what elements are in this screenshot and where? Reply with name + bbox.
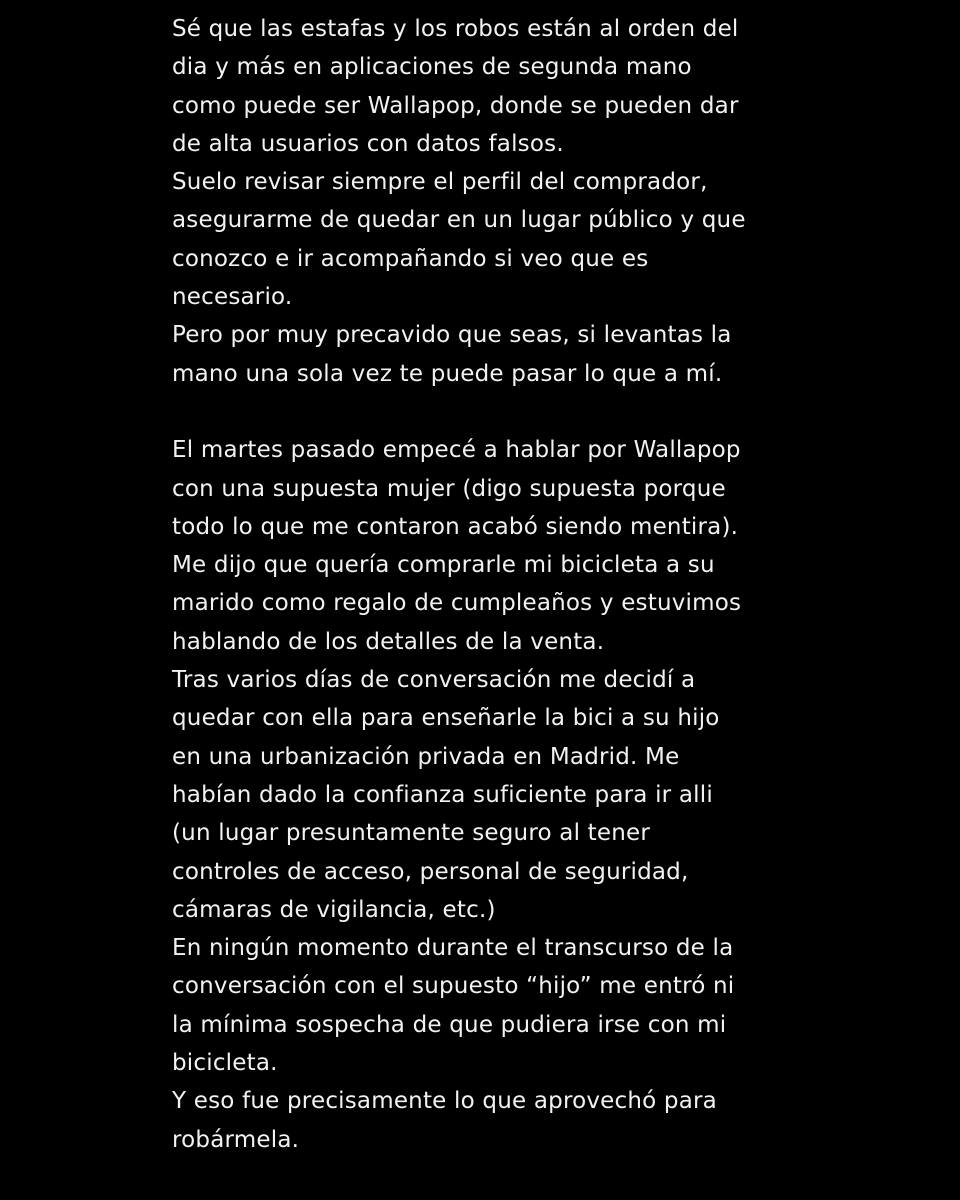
text-line: Pero por muy precavido que seas, si levantas la: [172, 322, 732, 349]
text-line: Sé que las estafas y los robos están al orden del: [172, 16, 739, 42]
text-line: En ningún momento durante el transcurso de la: [172, 935, 734, 962]
text-line: quedar con ella para enseñarle la bici a su hijo: [172, 705, 720, 732]
text-line: de alta usuarios con datos falsos.: [172, 130, 564, 157]
text-line: mano una sola vez te puede pasar lo que a mí.: [172, 360, 723, 387]
text-line: hablando de los detalles de la venta.: [172, 628, 605, 655]
text-line: con una supuesta mujer (digo supuesta porque: [172, 475, 726, 502]
paragraph-1: [172, 10, 792, 393]
text-line: El martes pasado empecé a hablar por Wallapop: [172, 437, 741, 464]
text-line: Me dijo que quería comprarle mi bicicleta a su: [172, 552, 715, 579]
text-line: cámaras de vigilancia, etc.): [172, 896, 496, 923]
text-line: (un lugar presuntamente seguro al tener: [172, 820, 651, 847]
text-line: Y eso fue precisamente lo que aprovechó para: [172, 1088, 717, 1115]
note-text-body: [172, 10, 792, 1159]
text-line: asegurarme de quedar en un lugar público y que: [172, 207, 746, 234]
text-line: habían dado la confianza suficiente para ir alli: [172, 781, 713, 808]
text-line: necesario.: [172, 284, 293, 311]
text-line: dia y más en aplicaciones de segunda mano: [172, 54, 692, 81]
text-line: bicicleta.: [172, 1050, 278, 1077]
text-line: todo lo que me contaron acabó siendo mentira).: [172, 513, 739, 540]
text-line: robármela.: [172, 1126, 300, 1153]
text-line: la mínima sospecha de que pudiera irse con mi: [172, 1011, 727, 1038]
text-line: en una urbanización privada en Madrid. Me: [172, 743, 680, 770]
text-line: marido como regalo de cumpleaños y estuvimos: [172, 590, 742, 617]
text-line: conversación con el supuesto “hijo” me entró ni: [172, 973, 735, 1000]
text-line: conozco e ir acompañando si veo que es: [172, 245, 649, 272]
text-line: como puede ser Wallapop, donde se pueden dar: [172, 92, 739, 119]
text-line: controles de acceso, personal de seguridad,: [172, 858, 689, 885]
text-line: Tras varios días de conversación me decidí a: [172, 667, 696, 694]
text-line: Suelo revisar siempre el perfil del comprador,: [172, 169, 708, 196]
paragraph-2: [172, 431, 792, 1159]
paragraph-spacer: [172, 393, 792, 431]
